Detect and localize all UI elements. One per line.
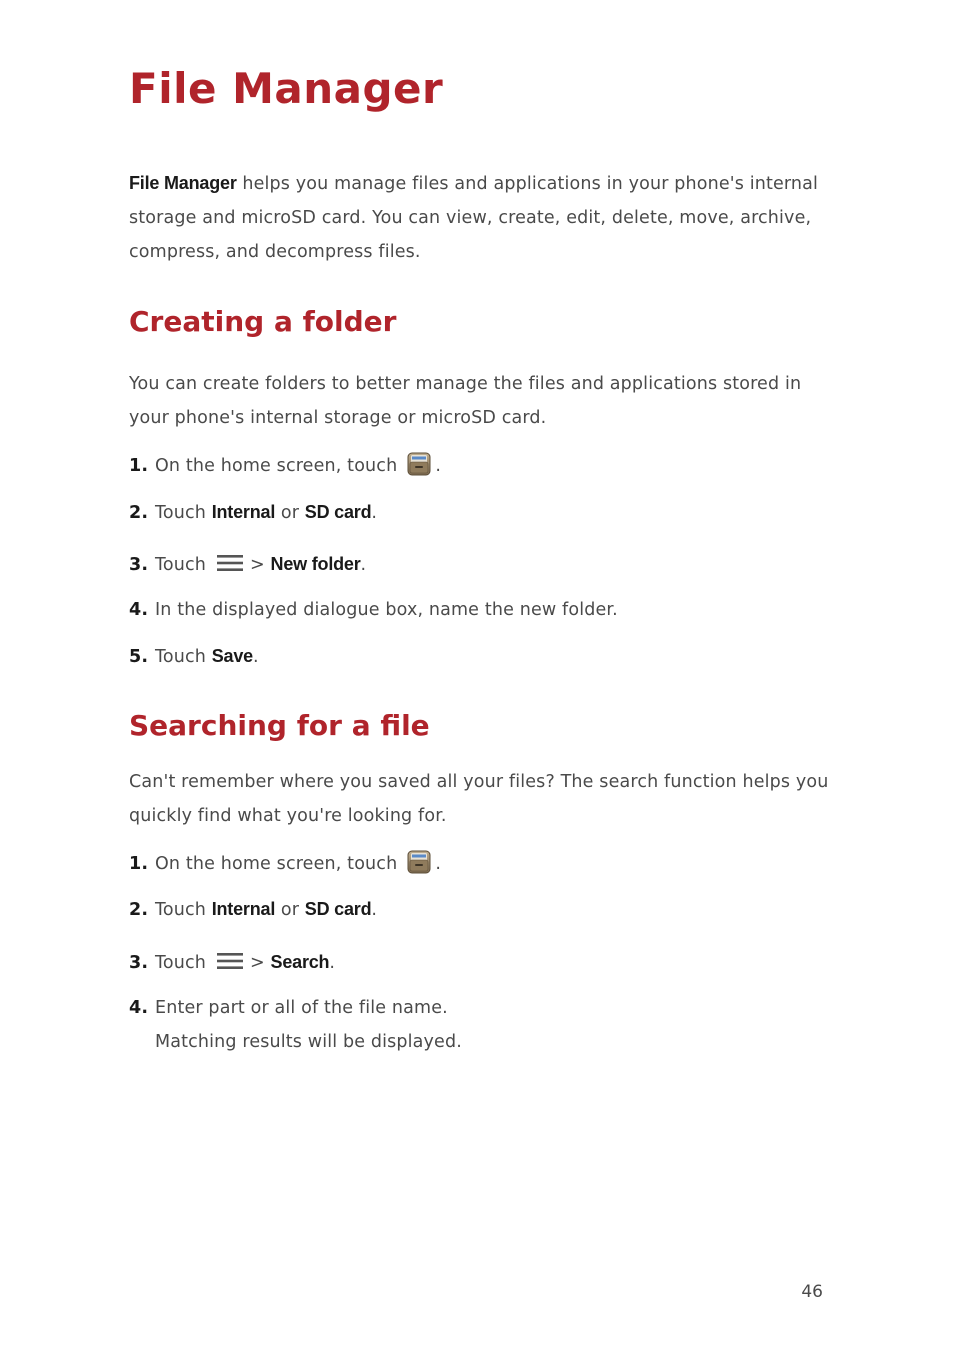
step-item: 3. Touch > New folder. — [129, 554, 367, 575]
step-item: 4. Enter part or all of the file name. — [129, 998, 448, 1018]
step-result-text: Matching results will be displayed. — [155, 1032, 462, 1052]
step-item: 2. Touch Internal or SD card. — [129, 502, 378, 523]
intro-term: File Manager — [129, 173, 237, 193]
section-heading-searching-file: Searching for a file — [129, 709, 430, 742]
file-manager-icon — [407, 452, 431, 476]
step-item: 4. In the displayed dialogue box, name the new folder. — [129, 600, 618, 620]
section-heading-creating-folder: Creating a folder — [129, 305, 397, 338]
menu-icon — [216, 951, 244, 971]
file-manager-icon — [407, 850, 431, 874]
step-item: 1. On the home screen, touch . — [129, 847, 829, 881]
menu-icon — [216, 553, 244, 573]
step-item: 3. Touch > Search. — [129, 952, 336, 973]
section2-paragraph: Can't remember where you saved all your files? The search function helps you quickly find what you're looking for. — [129, 772, 829, 826]
intro-paragraph — [129, 166, 829, 269]
page-title: File Manager — [129, 64, 444, 113]
step-item: 5. Touch Save. — [129, 646, 259, 667]
page-number: 46 — [801, 1282, 823, 1302]
step-item: 2. Touch Internal or SD card. — [129, 899, 378, 920]
step-item: 1. On the home screen, touch . — [129, 449, 829, 483]
section1-paragraph: You can create folders to better manage the files and applications stored in your phone's internal storage or microSD card. — [129, 374, 802, 428]
intro-text: helps you manage files and applications in your phone's internal storage and microSD card. You can view, create, edit, delete, move, archive, compress, and decompress files. — [129, 174, 819, 262]
